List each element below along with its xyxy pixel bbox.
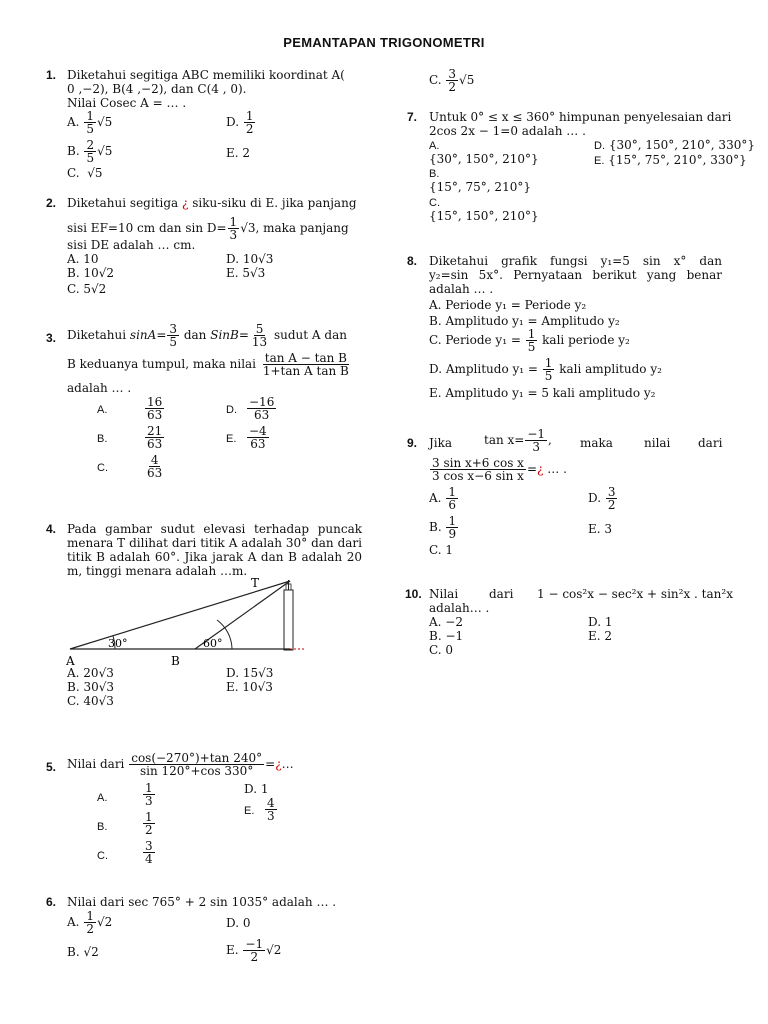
question-5-number: 5.: [46, 760, 57, 774]
question-10-option-d[interactable]: D. 1: [588, 615, 613, 629]
question-1-line-3: Nilai Cosec A = … .: [67, 96, 187, 110]
fraction: $\frac{1}{3}$: [229, 215, 238, 242]
question-9-given: tan x= $\frac{-1}{3}$ ,: [484, 427, 552, 454]
page-title: PEMANTAPAN TRIGONOMETRI: [283, 35, 485, 50]
question-6-option-e[interactable]: E. $\frac{-1}{2}$ √2: [226, 937, 282, 964]
question-3-option-a[interactable]: $\frac{16}{63}$: [147, 395, 163, 422]
question-9-word-maka: maka: [580, 436, 613, 450]
question-9-word-dari: dari: [698, 436, 723, 450]
question-3-option-c-label[interactable]: C.: [97, 462, 108, 474]
question-7-option-d[interactable]: D. {30°, 150°, 210°, 330°}: [594, 138, 755, 152]
question-3-option-e[interactable]: $\frac{-4}{63}$: [249, 424, 267, 451]
question-7-option-c[interactable]: {15°, 150°, 210°}: [429, 209, 539, 223]
question-7-option-b-label[interactable]: B.: [429, 168, 440, 180]
question-1-number: 1.: [46, 68, 57, 82]
question-2-option-d[interactable]: D. 10√3: [226, 252, 274, 266]
question-8-line-3: adalah … .: [429, 282, 494, 296]
question-3-option-b[interactable]: $\frac{21}{63}$: [147, 424, 163, 451]
question-3-option-b-label[interactable]: B.: [97, 433, 108, 445]
question-2-line-2: sisi EF=10 cm dan sin D= $\frac{1}{3}$ √3, maka panjang: [67, 215, 349, 242]
question-9-option-c[interactable]: C. 1: [429, 543, 454, 557]
label-a: A: [66, 654, 75, 668]
question-9-number: 9.: [407, 436, 418, 450]
question-1-option-d[interactable]: D. $\frac{1}{2}$: [226, 109, 254, 136]
question-4-line-3: titik B adalah 60°. Jika jarak A dan B adalah 20: [67, 550, 362, 564]
angle-label-30: 30°: [108, 637, 128, 650]
question-9-option-b[interactable]: B. $\frac{1}{9}$: [429, 514, 457, 541]
question-3-number: 3.: [46, 331, 57, 345]
question-8-option-e[interactable]: E. Amplitudo y₁ = 5 kali amplitudo y₂: [429, 386, 656, 400]
question-3-option-a-label[interactable]: A.: [97, 404, 108, 416]
question-9-option-a[interactable]: A. $\frac{1}{6}$: [429, 485, 456, 512]
question-4-option-c[interactable]: C. 40√3: [67, 694, 114, 708]
question-7-option-a-label[interactable]: A.: [429, 140, 440, 152]
fraction: $\frac{3}{5}$: [169, 322, 178, 349]
question-10-expression: 1 − cos²x − sec²x + sin²x . tan²x: [537, 587, 733, 601]
question-2-option-a[interactable]: A. 10: [67, 252, 99, 266]
question-3-option-d-label[interactable]: D.: [226, 404, 237, 416]
question-1-option-a[interactable]: A. $\frac{1}{5}$ √5: [67, 109, 113, 136]
label-b: B: [171, 654, 180, 668]
question-9-word-nilai: nilai: [644, 436, 671, 450]
question-7-option-c-label[interactable]: C.: [429, 197, 440, 209]
question-4-option-d[interactable]: D. 15√3: [226, 666, 274, 680]
question-5-option-e[interactable]: $\frac{4}{3}$: [267, 796, 275, 823]
question-1-option-e[interactable]: E. 2: [226, 146, 251, 160]
question-5-stem: Nilai dari $\frac{\cos(-270^\circ)+\tan 240^\circ}{\sin 120^\circ+\cos 330^\circ}$ =¿…: [67, 751, 294, 778]
question-10-option-e[interactable]: E. 2: [588, 629, 613, 643]
question-9-word-jika: Jika: [429, 436, 453, 450]
question-10-word-nilai: Nilai: [429, 587, 459, 601]
question-7-option-e[interactable]: E. {15°, 75°, 210°, 330°}: [594, 153, 747, 167]
tower-elevation-figure: [60, 576, 310, 668]
question-10-line-2: adalah… .: [429, 601, 490, 615]
question-5-option-c-label[interactable]: C.: [97, 850, 108, 862]
question-9-expression: $\frac{\text{3 sin x+6 cos x}}{\text{3 cos x−6 sin x}}$ =¿ … .: [432, 456, 567, 483]
question-2-number: 2.: [46, 196, 57, 210]
question-3-line-1: Diketahui sinA= $\frac{3}{5}$ dan SinB= $\frac{5}{13}$ sudut A dan: [67, 322, 347, 349]
question-5-option-b[interactable]: $\frac{1}{2}$: [145, 810, 153, 837]
question-2-option-b[interactable]: B. 10√2: [67, 266, 114, 280]
question-4-line-4: m, tinggi menara adalah …m.: [67, 564, 248, 578]
question-10-option-c[interactable]: C. 0: [429, 643, 454, 657]
question-10-option-b[interactable]: B. −1: [429, 629, 464, 643]
question-9-option-e[interactable]: E. 3: [588, 522, 613, 536]
fraction: $\frac{1}{5}$: [86, 109, 94, 136]
question-1-option-b[interactable]: B. $\frac{2}{5}$ √5: [67, 138, 113, 165]
question-7-number: 7.: [407, 110, 418, 124]
question-3-option-e-label[interactable]: E.: [226, 433, 237, 445]
question-6-option-a[interactable]: A. $\frac{1}{2}$ √2: [67, 909, 113, 936]
question-5-option-a-label[interactable]: A.: [97, 792, 108, 804]
question-7-option-a[interactable]: {30°, 150°, 210°}: [429, 152, 539, 166]
question-9-option-d[interactable]: D. $\frac{3}{2}$: [588, 485, 616, 512]
question-4-line-2: menara T dilihat dari titik A adalah 30° dan dari: [67, 536, 362, 550]
question-4-option-e[interactable]: E. 10√3: [226, 680, 273, 694]
question-10-option-a[interactable]: A. −2: [429, 615, 463, 629]
question-8-line-2: y₂=sin 5x°. Pernyataan berikut yang benar: [429, 268, 722, 282]
question-1-line-2: 0 ,−2), B(4 ,−2), dan C(4 , 0).: [67, 82, 247, 96]
question-2-option-c[interactable]: C. 5√2: [67, 282, 107, 296]
angle-label-60: 60°: [203, 637, 223, 650]
question-2-line-1: Diketahui segitiga ¿ siku-siku di E. jika panjang: [67, 196, 357, 210]
question-10-number: 10.: [405, 587, 422, 601]
error-mark: ¿: [275, 757, 282, 771]
question-5-option-b-label[interactable]: B.: [97, 821, 108, 833]
question-1-line-1: Diketahui segitiga ABC memiliki koordinat A(: [67, 68, 345, 82]
question-1-option-c[interactable]: C. √5: [67, 166, 103, 180]
fraction: $\frac{1}{2}$: [245, 109, 254, 136]
question-8-option-c[interactable]: C. Periode y₁ = $\frac{1}{5}$ kali periode y₂: [429, 327, 630, 354]
question-3-line-3: adalah … .: [67, 381, 132, 395]
question-4-number: 4.: [46, 522, 57, 536]
question-8-option-a[interactable]: A. Periode y₁ = Periode y₂: [429, 298, 587, 312]
sight-line-a: [70, 581, 290, 649]
question-7-line-1: Untuk 0° ≤ x ≤ 360° himpunan penyelesaian dari: [429, 110, 732, 124]
question-6-number: 6.: [46, 895, 57, 909]
fraction: $\frac{\cos(-270^\circ)+\tan 240^\circ}{\sin 120^\circ+\cos 330^\circ}$: [131, 751, 263, 778]
question-3-option-d[interactable]: $\frac{-16}{63}$: [249, 395, 275, 422]
question-6-stem: Nilai dari sec 765° + 2 sin 1035° adalah … .: [67, 895, 337, 909]
question-7-option-b[interactable]: {15°, 75°, 210°}: [429, 180, 531, 194]
question-8-option-b[interactable]: B. Amplitudo y₁ = Amplitudo y₂: [429, 314, 620, 328]
question-7-line-2: 2cos 2x − 1=0 adalah … .: [429, 124, 586, 138]
question-3-line-2: B keduanya tumpul, maka nilai $\frac{\text{tan A − tan B}}{\text{1+tan A tan B}}$: [67, 351, 349, 378]
question-6-option-d[interactable]: D. 0: [226, 916, 251, 930]
fraction: $\frac{\text{tan A − tan B}}{\text{1+tan A tan B}}$: [262, 351, 349, 378]
question-5-option-e-label[interactable]: E.: [244, 805, 255, 817]
question-8-number: 8.: [407, 254, 418, 268]
tower: [284, 590, 293, 650]
question-4-option-a[interactable]: A. 20√3: [67, 666, 114, 680]
fraction: $\frac{5}{13}$: [251, 322, 268, 349]
error-mark: ¿: [182, 196, 189, 210]
question-5-option-d[interactable]: D. 1: [244, 782, 269, 796]
error-mark: ¿: [537, 462, 544, 476]
fraction: $\frac{2}{5}$: [86, 138, 95, 165]
question-6-option-c[interactable]: C. $\frac{3}{2}$ √5: [429, 67, 475, 94]
question-8-line-1: Diketahui grafik fungsi y₁=5 sin x° dan: [429, 254, 722, 268]
question-5-option-c[interactable]: $\frac{3}{4}$: [145, 839, 153, 866]
question-5-option-a[interactable]: $\frac{1}{3}$: [145, 781, 153, 808]
question-8-option-d[interactable]: D. Amplitudo y₁ = $\frac{1}{5}$ kali amplitudo y₂: [429, 356, 662, 383]
question-10-word-dari: dari: [489, 587, 514, 601]
question-2-option-e[interactable]: E. 5√3: [226, 266, 266, 280]
label-t: T: [251, 576, 260, 590]
question-4-line-1: Pada gambar sudut elevasi terhadap puncak: [67, 522, 362, 536]
question-2-line-3: sisi DE adalah … cm.: [67, 238, 196, 252]
question-6-option-b[interactable]: B. √2: [67, 945, 99, 959]
question-3-option-c[interactable]: $\frac{4}{63}$: [147, 453, 163, 480]
question-4-option-b[interactable]: B. 30√3: [67, 680, 114, 694]
